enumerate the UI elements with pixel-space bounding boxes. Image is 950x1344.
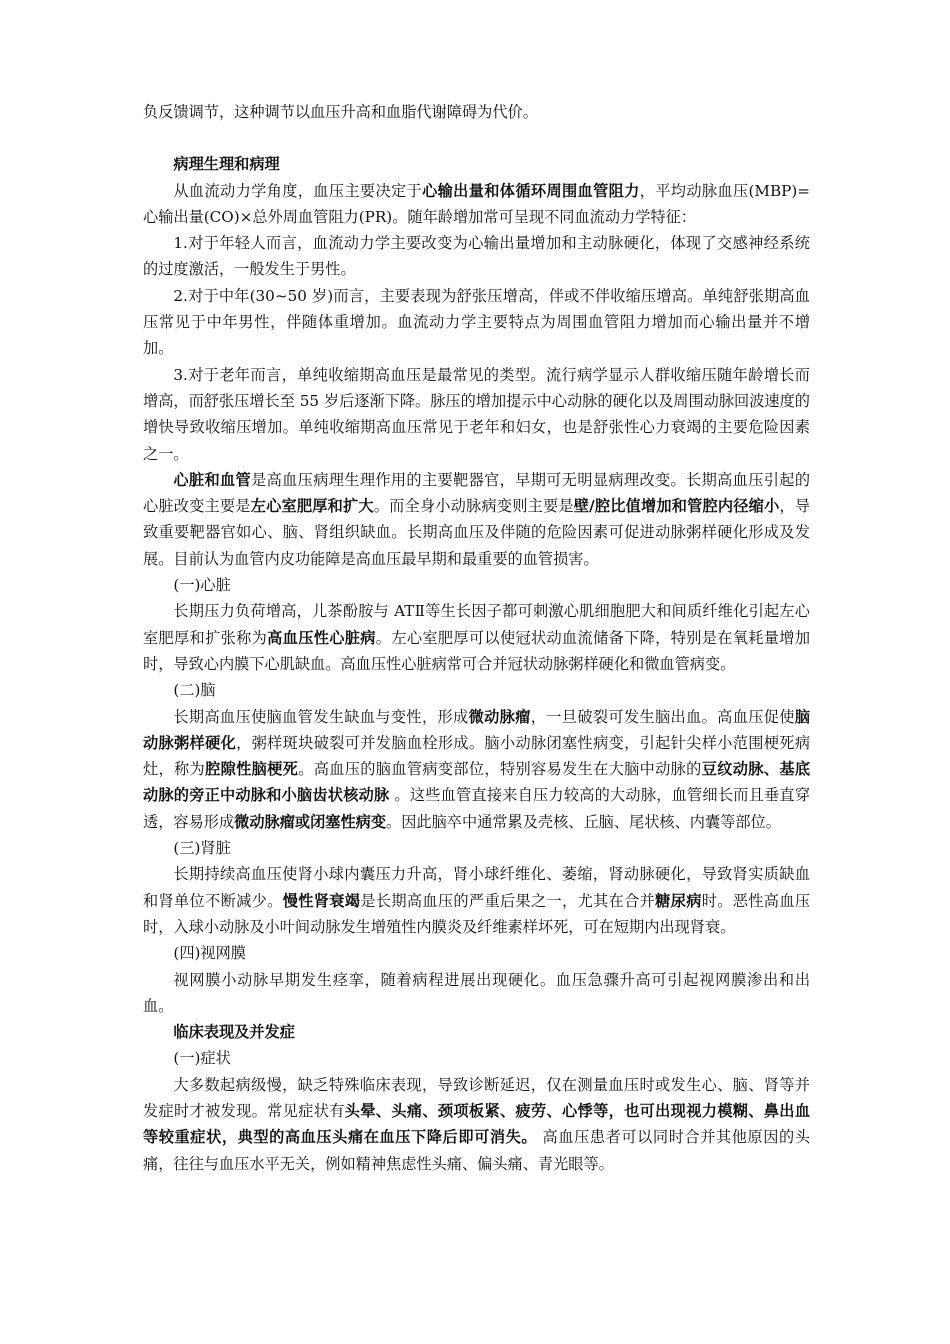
section-heading-clinical: 临床表现及并发症 <box>173 1023 295 1042</box>
subsection-title-retina: (四)视网膜 <box>173 944 246 963</box>
brain-paragraph: 长期高血压使脑血管发生缺血与变性，形成微动脉瘤，一旦破裂可发生脑出血。高血压促使脑动脉粥样硬化，粥样斑块破裂可并发脑血栓形成。脑小动脉闭塞性病变，引起针尖样小范围梗死病灶，称为腔隙性脑梗死。高血压的脑血管病变部位，特别容易发生在大脑中动脉的豆纹动脉、基底动脉的旁正中动脉和小脑齿状核动脉 。这些血管直接来自压力较高的大动脉，血管细长而且垂直穿透，容易形成微动脉瘤或闭塞性病变。因此脑卒中通常累及壳核、丘脑、尾状核、内囊等部位。 <box>143 707 811 831</box>
subsection-title-symptoms: (一)症状 <box>173 1049 231 1068</box>
list-item-young: 1.对于年轻人而言，血流动力学主要改变为心输出量增加和主动脉硬化，体现了交感神经系统的过度激活，一般发生于男性。 <box>143 234 810 279</box>
target-organs-paragraph: 心脏和血管是高血压病理生理作用的主要靶器官，早期可无明显病理改变。长期高血压引起的心脏改变主要是左心室肥厚和扩大。而全身小动脉病变则主要是壁/腔比值增加和管腔内径缩小，导致重要靶器官如心、脑、肾组织缺血。长期高血压及伴随的危险因素可促进动脉粥样硬化形成及发展。目前认为血管内皮功能障是高血压最早期和最重要的血管损害。 <box>143 470 811 568</box>
subsection-title-brain: (二)脑 <box>173 681 216 700</box>
intro-paragraph: 负反馈调节，这种调节以血压升高和血脂代谢障碍为代价。 <box>143 103 538 121</box>
heart-paragraph: 长期压力负荷增高，儿茶酚胺与 ATⅡ等生长因子都可刺激心肌细胞肥大和间质纤维化引起左心室肥厚和扩张称为高血压性心脏病。左心室肥厚可以使冠状动血流储备下降，特别是在氧耗量增加时，导致心内膜下心肌缺血。高血压性心脏病常可合并冠状动脉粥样硬化和微血管病变。 <box>143 602 811 673</box>
subsection-title-kidney: (三)肾脏 <box>173 839 231 858</box>
list-item-elderly: 3.对于老年而言，单纯收缩期高血压是最常见的类型。流行病学显示人群收缩压随年龄增长而增高，而舒张压增长至 55 岁后逐渐下降。脉压的增加提示中心动脉的硬化以及周围动脉回波速度的增快导致收缩压增加。单纯收缩期高血压常见于老年和妇女，也是舒张性心力衰竭的主要危险因素之一。 <box>143 365 810 463</box>
symptoms-paragraph: 大多数起病级慢，缺乏特殊临床表现，导致诊断延迟，仅在测量血压时或发生心、脑、肾等并发症时才被发现。常见症状有头晕、头痛、颈项板紧、疲劳、心悸等，也可出现视力模糊、鼻出血等较重症状，典型的高血压头痛在血压下降后即可消失。 高血压患者可以同时合并其他原因的头痛，往往与血压水平无关，例如精神焦虑性头痛、偏头痛、青光眼等。 <box>143 1075 811 1173</box>
blank-line <box>143 125 810 151</box>
list-item-middle-aged: 2.对于中年(30~50 岁)而言，主要表现为舒张压增高，伴或不伴收缩压增高。单纯舒张期高血压常见于中年男性，伴随体重增加。血流动力学主要特点为周围血管阻力增加而心输出量并不增加。 <box>143 286 810 358</box>
hemodynamics-paragraph: 从血流动力学角度，血压主要决定于心输出量和体循环周围血管阻力，平均动脉血压(MBP)=心输出量(CO)×总外周血管阻力(PR)。随年龄增加常可呈现不同血流动力学特征： <box>143 181 811 226</box>
section-heading-pathophysiology: 病理生理和病理 <box>173 155 280 174</box>
subsection-title-heart: (一)心脏 <box>173 576 231 595</box>
kidney-paragraph: 长期持续高血压使肾小球内囊压力升高，肾小球纤维化、萎缩，肾动脉硬化，导致肾实质缺血和肾单位不断减少。慢性肾衰竭是长期高血压的严重后果之一，尤其在合并糖尿病时。恶性高血压时，入球小动脉及小叶间动脉发生增殖性内膜炎及纤维素样坏死，可在短期内出现肾衰。 <box>143 865 811 936</box>
retina-paragraph: 视网膜小动脉早期发生痉挛，随着病程进展出现硬化。血压急骤升高可引起视网膜渗出和出血。 <box>143 970 810 1015</box>
